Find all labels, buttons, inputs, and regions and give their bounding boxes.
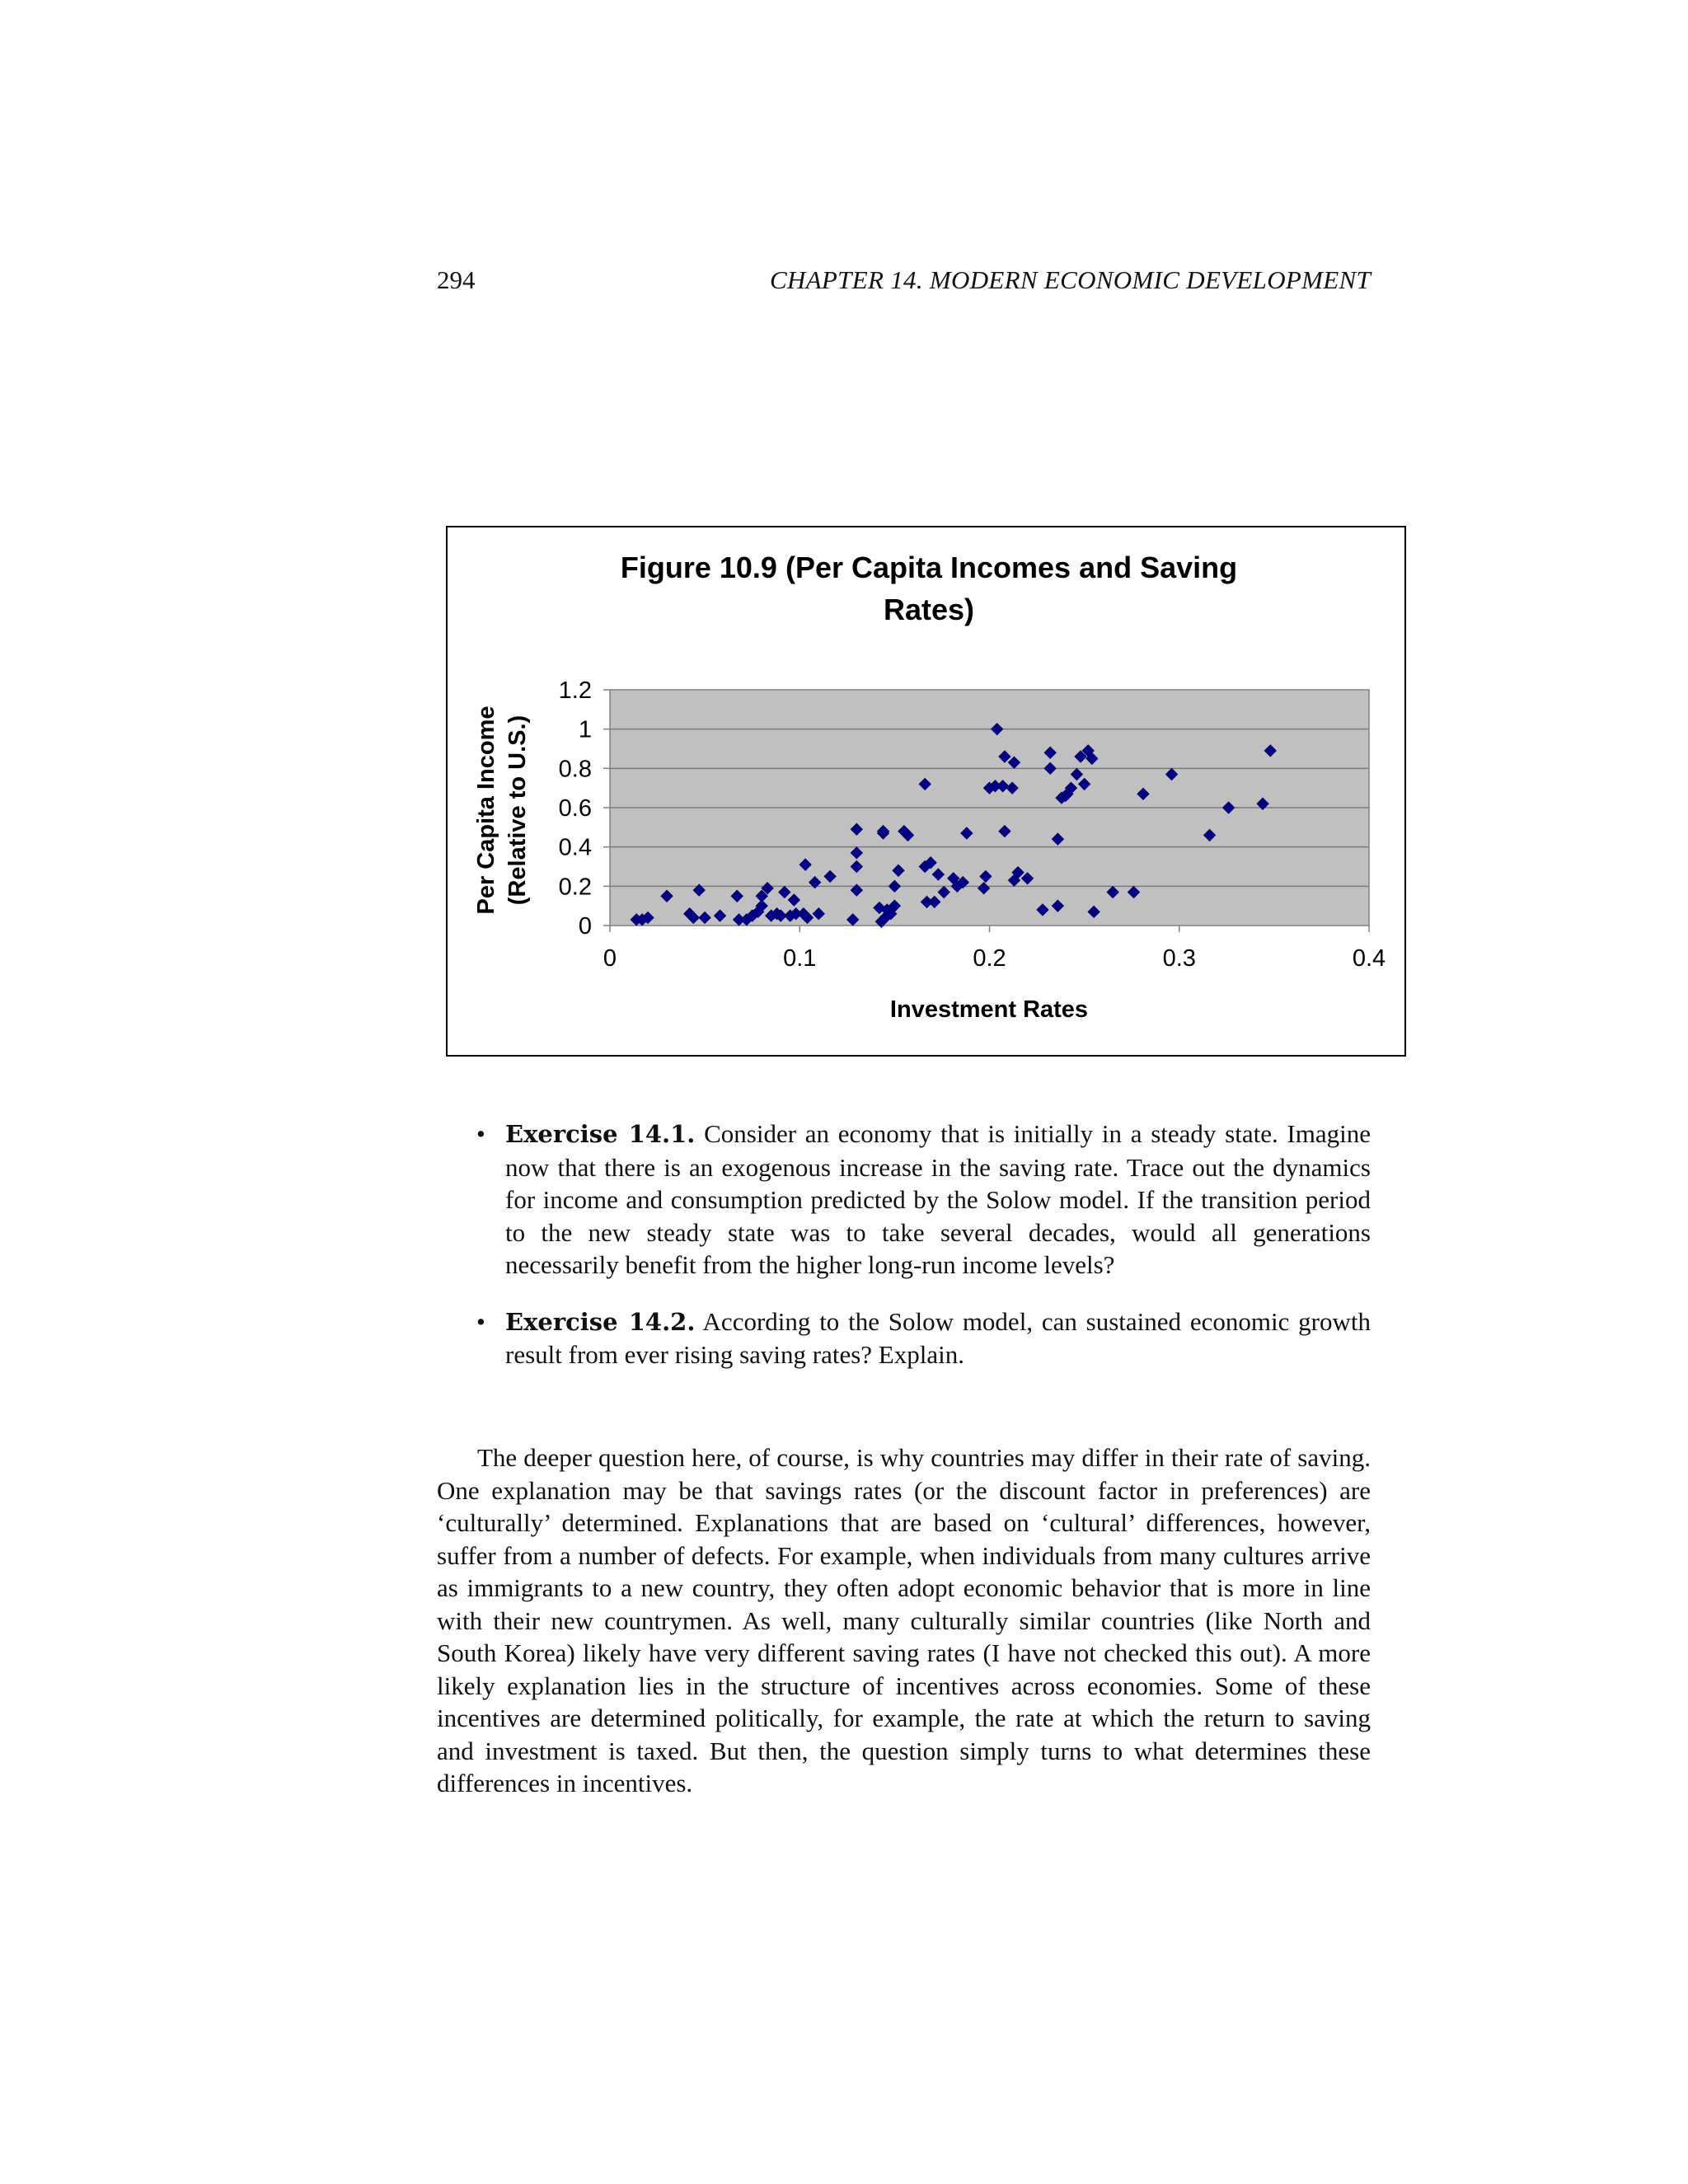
exercise-list [470, 1118, 1371, 1395]
exercise-text: According to the Solow model, can sustained economic growth result from ever rising saving rates? Explain. [505, 1306, 1371, 1369]
running-head [437, 262, 1371, 298]
exercise-item [470, 1305, 1371, 1371]
bullet-icon: • [476, 1306, 485, 1336]
body-paragraph: The deeper question here, of course, is why countries may differ in their rate of saving. One explanation may be that savings rates (or the discount factor in preferences) are ‘culturally’ determined. Explanations that are based on ‘cultural’ differences, however, suffer from a number of defects. For example, when individuals from many cultures arrive as immigrants to a new country, they often adopt economic behavior that is more in line with their new countrymen. As well, many culturally similar countries (like North and South Korea) likely have very different saving rates (I have not checked this out). A more likely explanation lies in the structure of incentives across economies. Some of these incentives are determined politically, for example, the rate at which the return to saving and investment is taxed. But then, the question simply turns to what determines these differences in incentives. [437, 1443, 1371, 1797]
y-axis-label-line-2: (Relative to U.S.) [504, 715, 531, 906]
y-tick-label: 1.2 [558, 677, 592, 704]
y-tick-label: 0 [578, 913, 592, 940]
x-axis-ticks [603, 926, 1386, 972]
figure-frame [446, 526, 1406, 1057]
y-tick-label: 0.8 [558, 756, 592, 783]
chart-title-line-1: Figure 10.9 (Per Capita Incomes and Saving [620, 551, 1238, 584]
x-tick-label: 0.2 [973, 945, 1006, 972]
bullet-icon: • [476, 1119, 485, 1148]
exercise-label: Exercise 14.2. [505, 1307, 696, 1336]
x-tick-label: 0.3 [1162, 945, 1196, 972]
chapter-title: CHAPTER 14. MODERN ECONOMIC DEVELOPMENT [770, 265, 1371, 294]
y-axis-label-line-1: Per Capita Income [473, 705, 499, 915]
x-tick-label: 0 [603, 945, 617, 972]
y-axis-ticks [559, 677, 610, 940]
x-axis-label: Investment Rates [889, 996, 1089, 1023]
exercise-text: Consider an economy that is initially in a steady state. Imagine now that there is an exogenous increase in the saving rate. Trace out the dynamics for income and consumption predicted by the Solow model. If the transition period to the new steady state was to take several decades, would all generations necessarily benefit from the higher long-run income levels? [505, 1119, 1371, 1279]
chart-title-line-2: Rates) [883, 593, 975, 626]
y-tick-label: 0.6 [558, 795, 592, 822]
scatter-chart [448, 527, 1404, 1055]
y-tick-label: 0.2 [558, 874, 592, 901]
x-tick-label: 0.4 [1352, 945, 1386, 972]
y-tick-label: 0.4 [558, 834, 592, 861]
page-number: 294 [437, 265, 476, 294]
x-tick-label: 0.1 [783, 945, 817, 972]
exercise-item [470, 1118, 1371, 1282]
exercise-label: Exercise 14.1. [505, 1120, 696, 1148]
y-tick-label: 1 [578, 716, 592, 743]
